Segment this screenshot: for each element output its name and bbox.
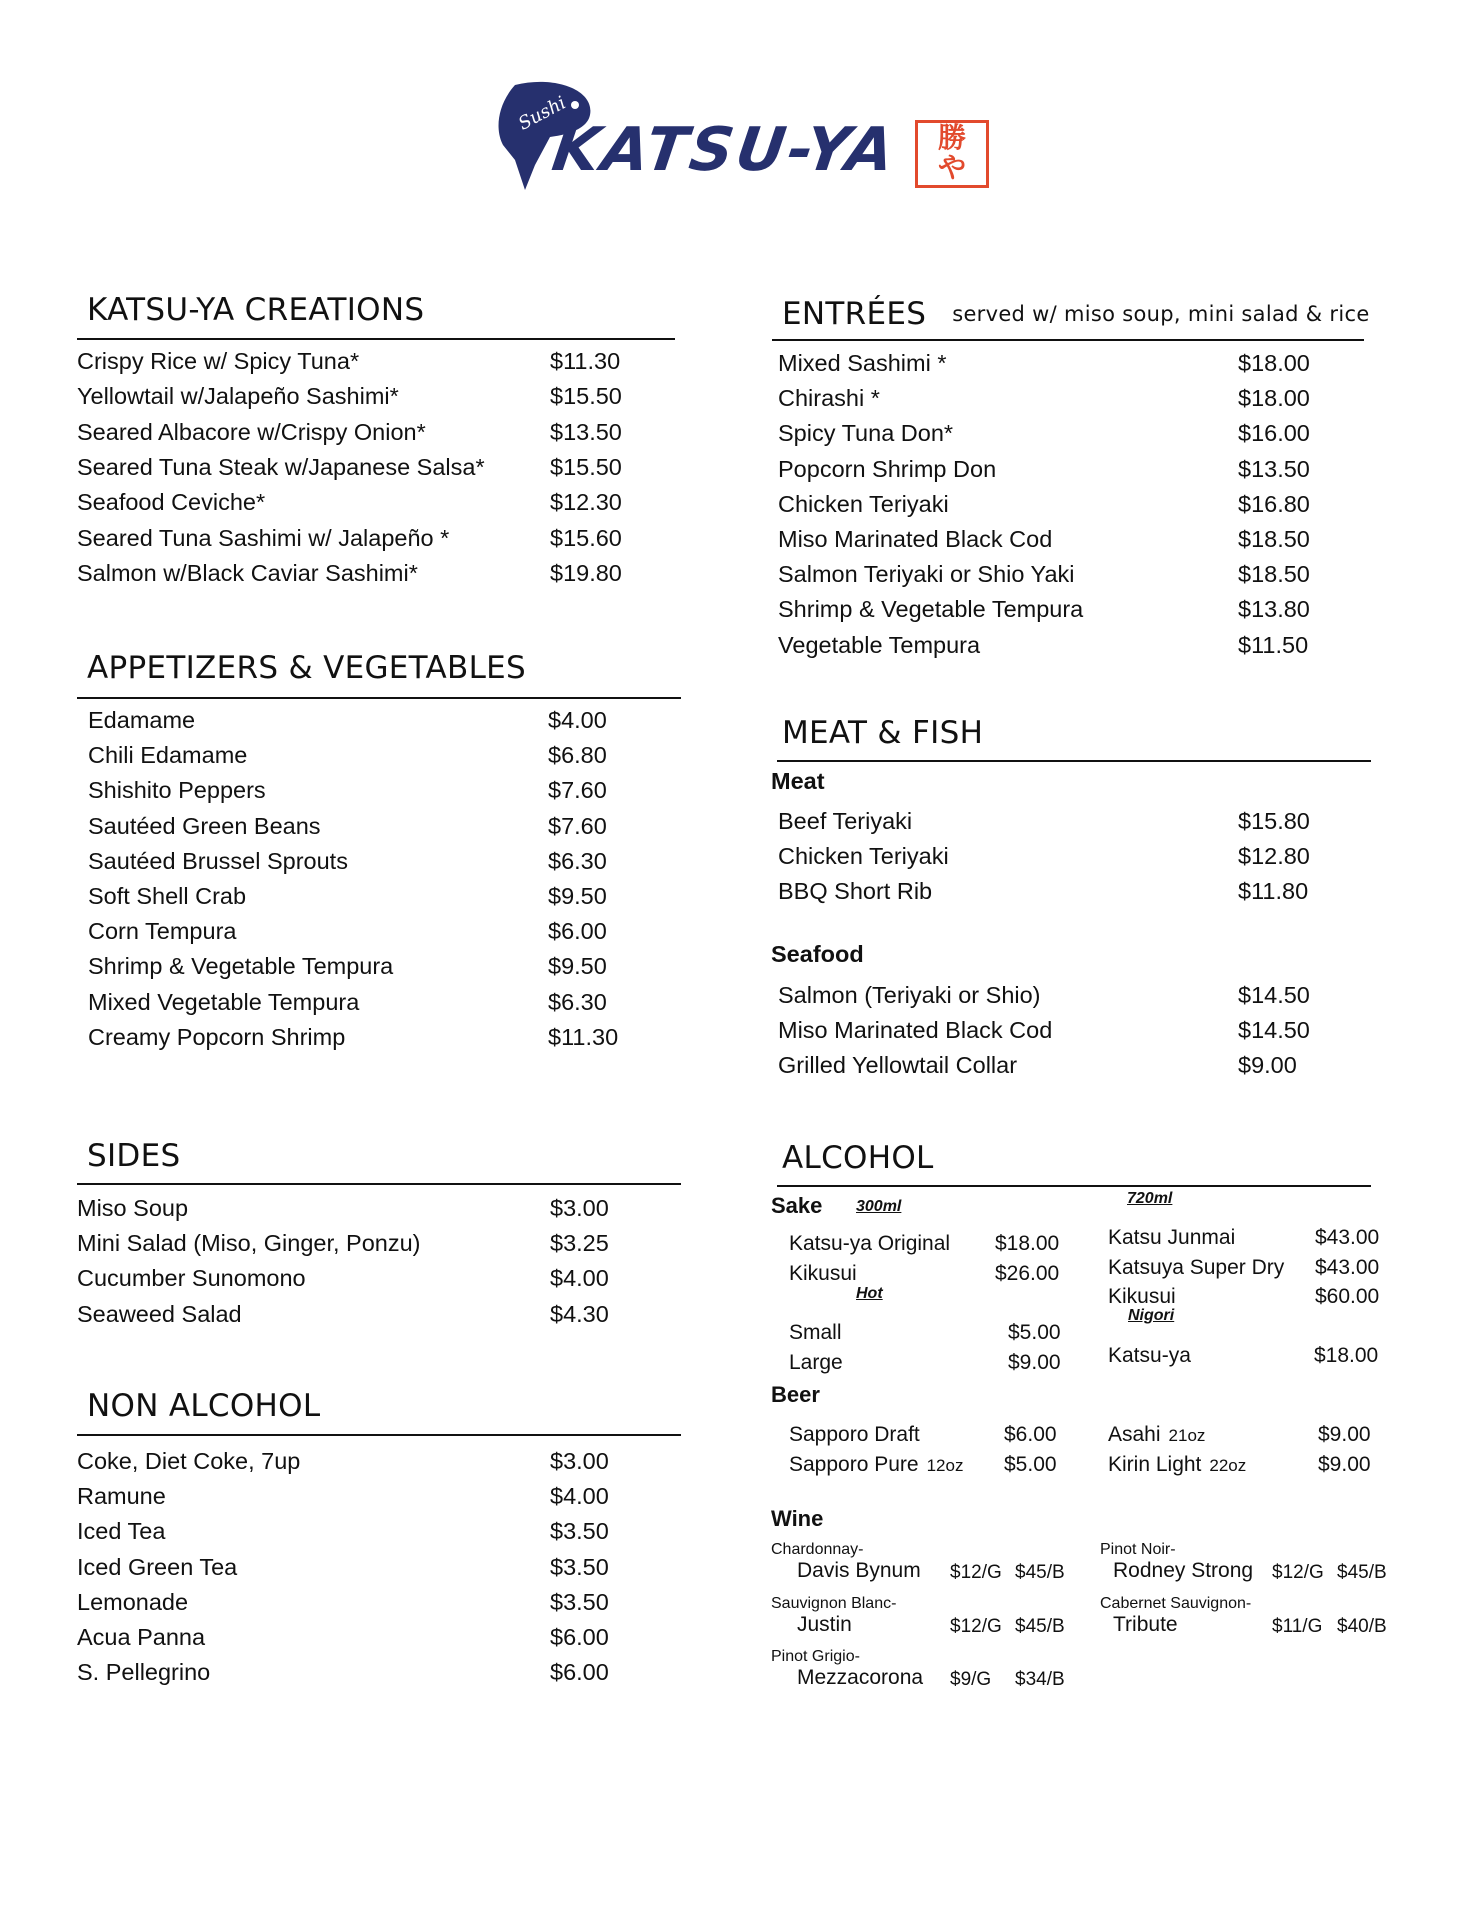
wine-varietal: Pinot Noir- [1100,1541,1176,1558]
beer-size: 22oz [1209,1456,1247,1475]
menu-item-price: $18.50 [1238,526,1310,552]
menu-item-price: $15.80 [1238,808,1310,834]
menu-item-name: Shrimp & Vegetable Tempura [778,596,1084,623]
beer-item [1108,1453,1246,1477]
menu-item-name: Seaweed Salad [77,1300,242,1327]
menu-item-name: Corn Tempura [88,918,237,945]
menu-item-name: Chicken Teriyaki [778,843,949,870]
beer-name: Sapporo Draft [789,1423,920,1446]
menu-item-price: $11.80 [1238,878,1309,905]
menu-item-name: Soft Shell Crab [88,883,247,909]
section-divider [77,697,681,699]
beer-name: Sapporo Pure [789,1453,919,1476]
menu-item-price: $14.50 [1238,1017,1310,1044]
wine-varietal: Sauvignon Blanc- [771,1594,897,1612]
menu-item-price: $18.00 [1238,385,1310,412]
menu-item-name: Chirashi * [778,385,880,412]
sake-nigori-label: Nigori [1128,1307,1175,1324]
section-divider [77,1183,681,1185]
menu-item-price: $14.50 [1238,982,1310,1008]
section-title-meat-fish: MEAT & FISH [782,715,984,751]
menu-item-name: S. Pellegrino [77,1659,211,1686]
menu-item-price: $6.00 [550,1624,609,1650]
drink-price: $5.00 [1008,1321,1061,1344]
menu-item-price: $15.50 [550,383,622,410]
drink-name: Katsu-ya [1108,1344,1191,1367]
wine-name: Mezzacorona [797,1666,924,1689]
menu-item-name: Shrimp & Vegetable Tempura [88,953,394,980]
wine-name: Rodney Strong [1113,1559,1254,1582]
menu-item-price: $6.00 [548,918,607,945]
wine-bottle-price: $34/B [1015,1669,1065,1690]
menu-item-price: $6.30 [548,988,607,1015]
menu-item-price: $3.50 [550,1553,609,1580]
menu-item-name: Chili Edamame [88,742,248,769]
menu-item-name: Salmon w/Black Caviar Sashimi* [77,559,418,586]
menu-item-price: $12.80 [1238,843,1310,870]
meat-subheading: Meat [771,768,825,794]
menu-item-name: Vegetable Tempura [778,631,981,658]
beer-price: $5.00 [1004,1453,1057,1476]
wine-glass-price: $12/G [950,1615,1002,1637]
menu-item-price: $18.00 [1238,350,1310,376]
menu-item-name: Salmon (Teriyaki or Shio) [778,982,1041,1008]
drink-name: Large [789,1351,843,1374]
menu-item-name: Sautéed Green Beans [88,812,321,839]
menu-item-price: $6.00 [550,1659,609,1686]
menu-item-price: $13.80 [1238,596,1310,623]
wine-name: Justin [797,1612,852,1636]
sake-720ml-label: 720ml [1127,1190,1173,1207]
wine-glass-price: $12/G [1272,1562,1324,1583]
entrees-title: ENTRÉES [782,296,927,332]
section-title-creations: KATSU-YA CREATIONS [87,292,425,328]
menu-item-name: Acua Panna [77,1624,206,1650]
beer-price: $6.00 [1004,1423,1057,1446]
menu-item-name: Salmon Teriyaki or Shio Yaki [778,561,1075,588]
menu-item-price: $13.50 [550,418,622,445]
menu-item-name: Lemonade [77,1588,189,1615]
katsuya-logo [495,75,1000,200]
wine-name: Davis Bynum [797,1559,921,1582]
menu-item-price: $11.30 [548,1023,619,1050]
menu-item-price: $11.50 [1238,631,1309,658]
logo-sushi-script: Sushi [515,92,570,135]
section-title-sides: SIDES [87,1138,181,1174]
menu-item-name: Popcorn Shrimp Don [778,455,997,482]
menu-item-name: Grilled Yellowtail Collar [778,1052,1018,1079]
menu-item-price: $9.00 [1238,1052,1297,1079]
drink-name: Katsuya Super Dry [1108,1255,1285,1279]
section-divider [777,1185,1371,1187]
menu-item-name: Seared Tuna Steak w/Japanese Salsa* [77,453,485,480]
drink-price: $18.00 [1314,1344,1379,1367]
wine-name: Tribute [1113,1612,1178,1636]
wine-bottle-price: $40/B [1337,1615,1387,1637]
drink-price: $18.00 [995,1232,1060,1255]
drink-price: $9.00 [1008,1351,1061,1374]
menu-item-price: $11.30 [550,348,621,374]
menu-item-name: Iced Green Tea [77,1553,238,1580]
section-divider [77,338,675,340]
menu-item-name: Coke, Diet Coke, 7up [77,1448,301,1474]
menu-item-name: Seared Albacore w/Crispy Onion* [77,418,426,445]
beer-price: $9.00 [1318,1423,1371,1446]
menu-item-name: Creamy Popcorn Shrimp [88,1023,346,1050]
logo-wordmark: KATSU-YA [548,115,902,185]
drink-name: Kikusui [789,1262,857,1285]
drink-price: $43.00 [1315,1255,1380,1279]
beer-price: $9.00 [1318,1453,1371,1476]
wine-glass-price: $12/G [950,1562,1002,1583]
entrees-subtitle: served w/ miso soup, mini salad & rice [952,302,1370,326]
menu-item-price: $3.50 [550,1518,609,1545]
beer-size: 21oz [1168,1426,1206,1445]
logo-kanji-seal: 勝 や [915,120,989,188]
sake-300ml-label: 300ml [856,1198,902,1215]
menu-item-name: Ramune [77,1483,166,1510]
drink-name: Small [789,1321,842,1344]
wine-bottle-price: $45/B [1015,1562,1065,1583]
beer-item [1108,1423,1205,1447]
menu-item-price: $16.00 [1238,420,1310,447]
menu-item-name: BBQ Short Rib [778,878,933,905]
beer-size: 12oz [926,1456,964,1475]
menu-item-price: $18.50 [1238,561,1310,588]
menu-item-price: $4.00 [550,1265,609,1292]
wine-varietal: Pinot Grigio- [771,1648,860,1665]
menu-item-name: Crispy Rice w/ Spicy Tuna* [77,348,360,374]
menu-item-name: Sautéed Brussel Sprouts [88,847,348,874]
menu-item-name: Seared Tuna Sashimi w/ Jalapeño * [77,524,450,551]
menu-item-name: Yellowtail w/Jalapeño Sashimi* [77,383,399,410]
beer-subheading: Beer [771,1382,820,1407]
menu-item-price: $7.60 [548,777,607,804]
menu-item-price: $3.00 [550,1448,609,1474]
menu-item-name: Miso Marinated Black Cod [778,1017,1053,1044]
menu-item-price: $3.25 [550,1230,609,1257]
section-divider [77,1434,681,1436]
menu-item-price: $15.60 [550,524,622,551]
wine-bottle-price: $45/B [1015,1615,1065,1637]
drink-name: Katsu Junmai [1108,1226,1236,1249]
section-title-appetizers: APPETIZERS & VEGETABLES [87,650,527,686]
menu-item-price: $9.50 [548,883,607,909]
menu-item-price: $3.00 [550,1195,609,1221]
menu-item-name: Shishito Peppers [88,777,266,804]
menu-item-price: $7.60 [548,812,607,839]
drink-price: $43.00 [1315,1226,1380,1249]
menu-item-price: $9.50 [548,953,607,980]
drink-name: Kikusui [1108,1285,1176,1308]
menu-item-name: Spicy Tuna Don* [778,420,954,447]
beer-name: Kirin Light [1108,1453,1202,1476]
sake-hot-label: Hot [856,1285,883,1302]
wine-glass-price: $11/G [1272,1615,1323,1637]
menu-item-name: Cucumber Sunomono [77,1265,306,1292]
menu-item-name: Chicken Teriyaki [778,490,949,517]
menu-item-price: $4.00 [548,707,607,733]
menu-item-name: Miso Soup [77,1195,189,1221]
menu-item-price: $4.00 [550,1483,609,1510]
seafood-subheading: Seafood [771,941,864,967]
beer-name: Asahi [1108,1423,1161,1446]
drink-name: Katsu-ya Original [789,1232,951,1255]
menu-item-price: $13.50 [1238,455,1310,482]
wine-subheading: Wine [771,1506,824,1531]
beer-item [789,1453,963,1477]
section-title-entrees [782,296,1370,332]
section-title-non-alcohol: NON ALCOHOL [87,1388,321,1424]
menu-item-name: Beef Teriyaki [778,808,913,834]
menu-item-name: Iced Tea [77,1518,166,1545]
section-title-alcohol: ALCOHOL [782,1140,934,1176]
menu-item-name: Miso Marinated Black Cod [778,526,1053,552]
menu-item-price: $3.50 [550,1588,609,1615]
section-divider [777,760,1371,762]
menu-item-price: $6.80 [548,742,607,769]
wine-glass-price: $9/G [950,1669,992,1690]
menu-item-price: $4.30 [550,1300,609,1327]
beer-item [789,1423,920,1447]
sake-subheading: Sake [771,1193,823,1218]
menu-item-price: $12.30 [550,489,622,516]
menu-item-price: $15.50 [550,453,622,480]
wine-varietal: Cabernet Sauvignon- [1100,1594,1252,1612]
menu-item-name: Seafood Ceviche* [77,489,266,516]
menu-item-price: $6.30 [548,847,607,874]
menu-item-name: Edamame [88,707,196,733]
menu-item-name: Mini Salad (Miso, Ginger, Ponzu) [77,1230,421,1257]
menu-item-price: $16.80 [1238,490,1310,517]
wine-varietal: Chardonnay- [771,1541,864,1558]
menu-item-name: Mixed Sashimi * [778,350,947,376]
menu-item-price: $19.80 [550,559,622,586]
drink-price: $26.00 [995,1262,1060,1285]
wine-bottle-price: $45/B [1337,1562,1387,1583]
menu-item-name: Mixed Vegetable Tempura [88,988,360,1015]
drink-price: $60.00 [1315,1285,1380,1308]
section-divider [772,339,1364,341]
